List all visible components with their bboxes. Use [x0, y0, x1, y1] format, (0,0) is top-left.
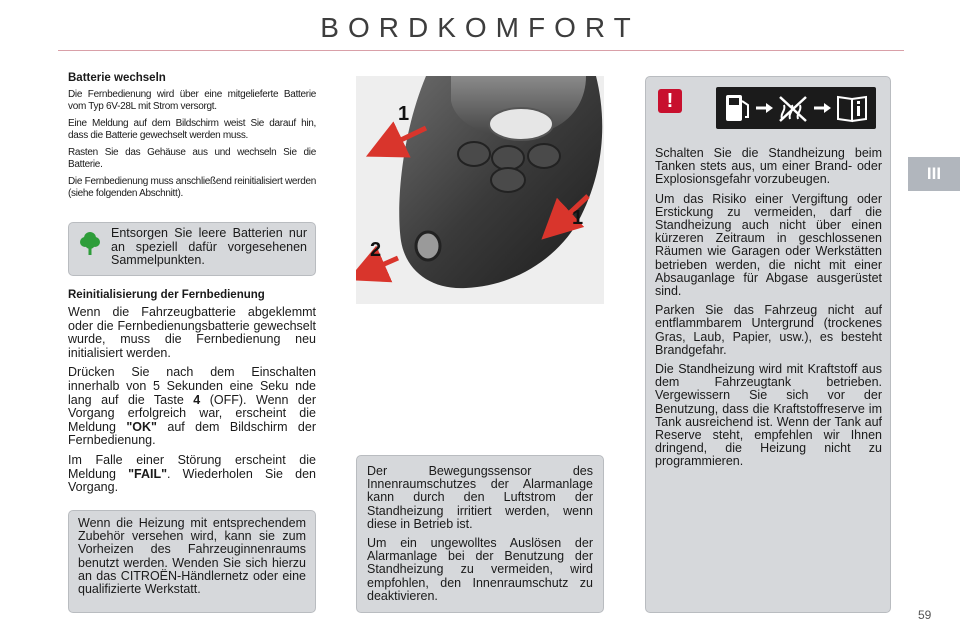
- no-heating-icon: [780, 97, 806, 121]
- remote-button: [492, 146, 524, 170]
- battery-paragraph: Rasten Sie das Gehäuse aus und wechseln Sie die Batterie.: [68, 147, 316, 170]
- warning-paragraph: Um das Risiko einer Vergiftung oder Erstickung zu vermeiden, darf die Standheizung auch nicht über einen kürzeren Zeitraum in geschlossenen Räumen wie Garagen oder Werkstätten betrieben werden, die nicht mit einer Absauganlage für Abgase ausgerüstet sind.: [655, 191, 882, 299]
- battery-paragraph: Die Fernbedienung muss anschließend reinitialisiert werden (siehe folgenden Abschnitt).: [68, 176, 316, 199]
- reinit-text: (OFF). Wenn der Vorgang erfolgreich war, erscheint die Meldung: [68, 392, 316, 434]
- accessory-note-text: Wenn die Heizung mit entsprechendem Zubehör versehen wird, kann sie zum Vorheizen des Fahrzeuginnenraums benutzt werden. Wenden Sie sich hierzu an das CITROËN-Händlernetz oder eine qualifizierte Werkstatt.: [78, 516, 306, 597]
- reinit-section: [68, 289, 316, 501]
- tree-icon: [79, 230, 101, 256]
- reinit-paragraph: [68, 366, 316, 448]
- arrow-icon: [814, 103, 831, 113]
- remote-button: [458, 142, 490, 166]
- battery-section: [68, 72, 316, 205]
- title-divider: [58, 50, 904, 51]
- remote-button: [528, 144, 560, 168]
- figure-label: 2: [370, 239, 382, 261]
- key-ring-hole: [416, 232, 440, 260]
- reinit-paragraph: Wenn die Fahrzeugbatterie abgeklemmt oder die Fernbedienungsbatterie gewechselt wurde, muss die Fernbedienung neu initialisiert werden.: [68, 305, 316, 360]
- warning-panel: [645, 76, 891, 613]
- warning-paragraph: Schalten Sie die Standheizung beim Tanken stets aus, um einer Brand- oder Explosionsgefahr vorzubeugen.: [655, 146, 882, 187]
- battery-paragraph: Die Fernbedienung wird über eine mitgelieferte Batterie vom Typ 6V-28L mit Strom versorgt.: [68, 89, 316, 112]
- fuel-pump-icon: [726, 95, 748, 121]
- warning-paragraph: Die Standheizung wird mit Kraftstoff aus dem Fahrzeugtank betrieben. Vergewissern Sie sich vor der Benutzung, dass die Kraftstoffreserve im Tank ausreichend ist. Wenn der Tank auf Reserve steht, empfehlen wir Ihnen dringend, die Heizung nicht zu programmieren.: [655, 362, 882, 469]
- remote-control-figure: [356, 76, 604, 304]
- warning-paragraph: Parken Sie das Fahrzeug nicht auf entflammbarem Untergrund (trockenes Gras, Laub, Papier, usw.), es besteht Brandgefahr.: [655, 303, 882, 357]
- chapter-tab[interactable]: III: [908, 157, 960, 191]
- warning-icon: !: [658, 89, 682, 113]
- reinit-paragraph: [68, 454, 316, 495]
- alarm-note-paragraph: Um ein ungewolltes Auslösen der Alarmanlage bei der Benutzung der Standheizung zu vermeiden, wird empfohlen, den Innenraumschutz zu deaktivieren.: [367, 536, 593, 603]
- page-title: BORDKOMFORT: [320, 12, 640, 43]
- safety-pictograms: [716, 87, 876, 129]
- alarm-note-box: [356, 455, 604, 613]
- figure-label: 1: [572, 207, 584, 229]
- figure-label: 1: [398, 103, 410, 125]
- reinit-text: auf dem Bildschirm der Fernbedienung.: [68, 419, 316, 448]
- page-number: 59: [918, 608, 932, 622]
- remote-button: [491, 168, 525, 192]
- reinit-text: Im Falle einer Störung erscheint die Meldung: [68, 452, 316, 481]
- eco-note-text: Entsorgen Sie leere Batterien nur an speziell dafür vorgesehenen Sammelpunkten.: [111, 226, 307, 267]
- battery-heading: Batterie wechseln: [68, 72, 166, 84]
- reinit-text: Drücken Sie nach dem Einschalten innerhalb von 5 Sekunden eine Seku nde lang auf die Taste: [68, 365, 316, 407]
- fail-message: "FAIL": [128, 466, 168, 481]
- alarm-note-paragraph: Der Bewegungssensor des Innenraumschutzes der Alarmanlage kann durch den Luftstrom der Standheizung irritiert werden, wenn diese in Betrieb ist.: [367, 464, 593, 531]
- arrow-icon: [756, 103, 773, 113]
- key-number: 4: [193, 392, 201, 407]
- reinit-text: . Wiederholen Sie den Vorgang.: [68, 466, 316, 495]
- remote-control-illustration: [356, 76, 604, 304]
- battery-paragraph: Eine Meldung auf dem Bildschirm weist Sie darauf hin, dass die Batterie gewechselt werden muss.: [68, 118, 316, 141]
- manual-icon: [838, 97, 866, 121]
- ok-message: "OK": [126, 419, 157, 434]
- eco-note-box: [68, 222, 316, 276]
- accessory-note-box: [68, 510, 316, 613]
- remote-display: [489, 108, 553, 140]
- reinit-heading: Reinitialisierung der Fernbedienung: [68, 289, 265, 301]
